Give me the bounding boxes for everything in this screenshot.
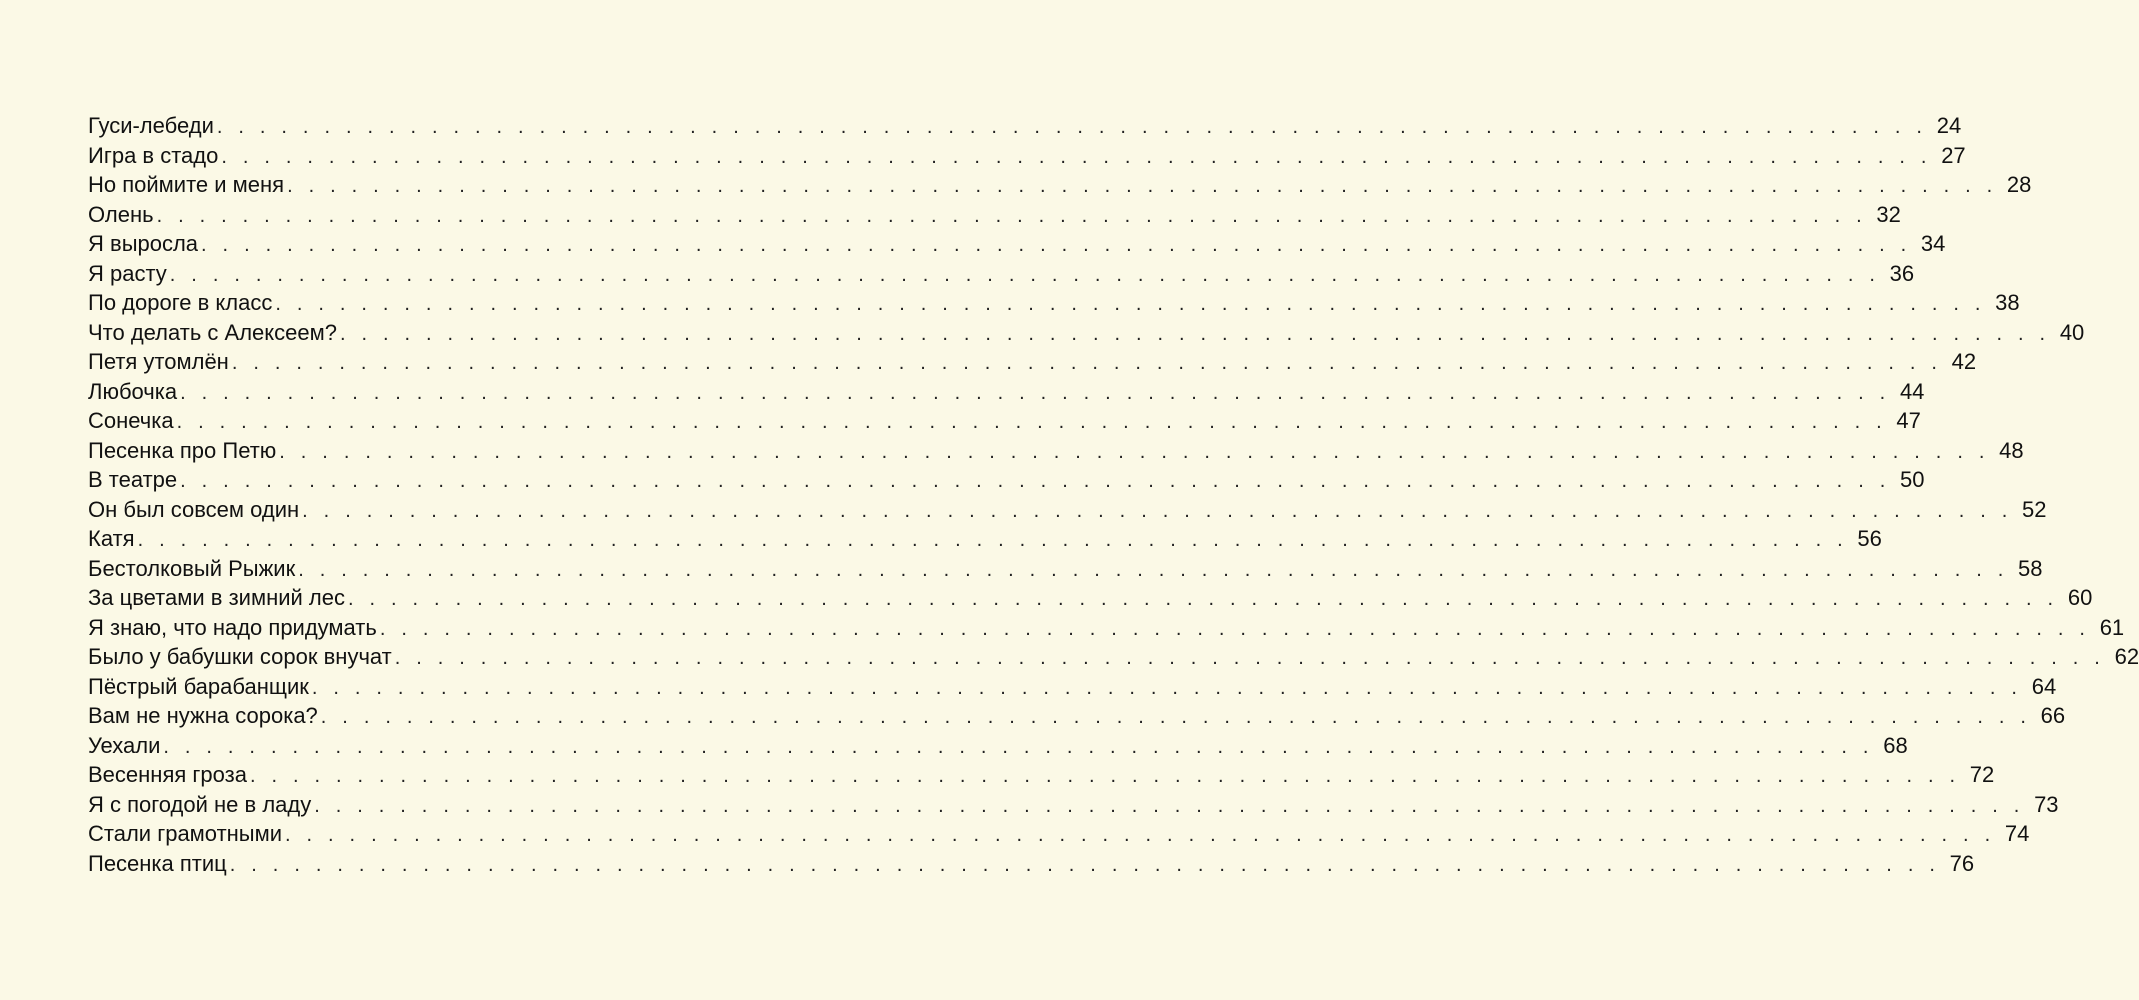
toc-entry [88,642,2139,672]
toc-entry-title: Он был совсем один [88,496,300,522]
toc-entry-title: Я расту [88,260,167,286]
toc-entry-page-number: 27 [1941,142,1966,168]
dot-leader: . . . . . . . . . . . . . . . . . . . . . . . . . . . . . . . . . . . . . . . . . . . . . . . . . . . . . . . . . . . . . . . . . . . . . . . . . . . . . . . . [311,676,2023,699]
toc-entry-page-number: 38 [1995,290,2020,315]
toc-entry-title: Я знаю, что надо придумать [88,614,377,640]
toc-entry-title: Пёстрый барабанщик [88,673,309,699]
dot-leader: . . . . . . . . . . . . . . . . . . . . . . . . . . . . . . . . . . . . . . . . . . . . . . . . . . . . . . . . . . . . . . . . . . . . . . . . . . . . . . . . [298,558,2009,581]
toc-entry [88,760,1995,790]
toc-entry-page-number: 61 [2099,614,2125,640]
dot-leader: . . . . . . . . . . . . . . . . . . . . . . . . . . . . . . . . . . . . . . . . . . . . . . . . . . . . . . . . . . . . . . . . . . . . . . . . . . . . . . . . [379,617,2091,640]
toc-entry [88,790,2059,820]
toc-entry-title: Что делать с Алексеем? [88,319,337,345]
toc-entry [88,583,2093,613]
toc-entry-title: Гуси-лебеди [88,113,214,138]
toc-entry-title: Но поймите и меня [88,172,285,197]
dot-leader: . . . . . . . . . . . . . . . . . . . . . . . . . . . . . . . . . . . . . . . . . . . . . . . . . . . . . . . . . . . . . . . . . . . . . . . . . . . . . . . . [394,647,2106,669]
toc-entry-page-number: 34 [1920,231,1946,256]
toc-entry-title: Игра в стадо [88,142,219,168]
dot-leader: . . . . . . . . . . . . . . . . . . . . . . . . . . . . . . . . . . . . . . . . . . . . . . . . . . . . . . . . . . . . . . . . . . . . . . . . . . . . . . . . [137,529,1848,551]
dot-leader: . . . . . . . . . . . . . . . . . . . . . . . . . . . . . . . . . . . . . . . . . . . . . . . . . . . . . . . . . . . . . . . . . . . . . . . . . . . . . . . . [231,352,1943,374]
toc-entry-page-number: 76 [1949,850,1975,876]
toc-entry-page-number: 56 [1857,526,1882,551]
toc-entry-page-number: 40 [2059,319,2085,345]
toc-entry [88,377,1925,407]
toc-entry-title: Петя утомлён [88,349,229,374]
toc-entry-page-number: 32 [1876,201,1901,227]
toc-entry-title: Стали грамотными [88,821,283,846]
toc-entry [88,259,1915,289]
toc-entry-title: Катя [88,526,135,551]
dot-leader: . . . . . . . . . . . . . . . . . . . . . . . . . . . . . . . . . . . . . . . . . . . . . . . . . . . . . . . . . . . . . . . . . . . . . . . . . . . . . . . . [221,145,1932,168]
toc-entry-page-number: 24 [1936,113,1962,138]
dot-leader: . . . . . . . . . . . . . . . . . . . . . . . . . . . . . . . . . . . . . . . . . . . . . . . . . . . . . . . . . . . . . . . . . . . . . . . . . . . . . . . . [302,499,2013,522]
dot-leader: . . . . . . . . . . . . . . . . . . . . . . . . . . . . . . . . . . . . . . . . . . . . . . . . . . . . . . . . . . . . . . . . . . . . . . . . . . . . . . . . [320,706,2032,728]
dot-leader: . . . . . . . . . . . . . . . . . . . . . . . . . . . . . . . . . . . . . . . . . . . . . . . . . . . . . . . . . . . . . . . . . . . . . . . . . . . . . . . . [180,381,1891,404]
dot-leader: . . . . . . . . . . . . . . . . . . . . . . . . . . . . . . . . . . . . . . . . . . . . . . . . . . . . . . . . . . . . . . . . . . . . . . . . . . . . . . . . [287,175,1998,197]
toc-entry-page-number: 73 [2034,791,2059,817]
dot-leader: . . . . . . . . . . . . . . . . . . . . . . . . . . . . . . . . . . . . . . . . . . . . . . . . . . . . . . . . . . . . . . . . . . . . . . . . . . . . . . . . [339,322,2051,345]
toc-entry-title: Было у бабушки сорок внучат [88,644,392,669]
dot-leader: . . . . . . . . . . . . . . . . . . . . . . . . . . . . . . . . . . . . . . . . . . . . . . . . . . . . . . . . . . . . . . . . . . . . . . . . . . . . . . . . [229,853,1941,876]
toc-entry [88,495,2047,525]
toc-entry-page-number: 68 [1883,732,1908,758]
toc-entry [88,288,2020,318]
toc-entry-page-number: 28 [2006,172,2032,197]
toc-entry [88,465,1925,495]
toc-entry [88,849,1975,879]
toc-entry-page-number: 62 [2114,644,2139,669]
dot-leader: . . . . . . . . . . . . . . . . . . . . . . . . . . . . . . . . . . . . . . . . . . . . . . . . . . . . . . . . . . . . . . . . . . . . . . . . . . . . . . . . [348,588,2059,610]
toc-entry-title: В театре [88,467,178,492]
toc-entry-page-number: 64 [2031,673,2057,699]
toc-entry [88,554,2043,584]
toc-entry-title: Я выросла [88,231,199,256]
toc-entry-page-number: 50 [1899,467,1925,492]
toc-entry-page-number: 42 [1951,349,1977,374]
dot-leader: . . . . . . . . . . . . . . . . . . . . . . . . . . . . . . . . . . . . . . . . . . . . . . . . . . . . . . . . . . . . . . . . . . . . . . . . . . . . . . . . [216,116,1928,138]
toc-entry-title: Песенка про Петю [88,437,277,463]
toc-entry-page-number: 74 [2004,821,2030,846]
toc-entry [88,347,1977,377]
dot-leader: . . . . . . . . . . . . . . . . . . . . . . . . . . . . . . . . . . . . . . . . . . . . . . . . . . . . . . . . . . . . . . . . . . . . . . . . . . . . . . . . [201,234,1912,256]
toc-entry-page-number: 58 [2018,555,2043,581]
toc-entry-title: Сонечка [88,408,174,433]
table-of-contents [88,111,2139,878]
toc-entry-page-number: 52 [2022,496,2047,522]
toc-entry-page-number: 72 [1969,762,1995,787]
toc-entry [88,524,1882,554]
toc-entry [88,701,2066,731]
toc-entry [88,200,1901,230]
toc-entry-page-number: 48 [1999,437,2024,463]
dot-leader: . . . . . . . . . . . . . . . . . . . . . . . . . . . . . . . . . . . . . . . . . . . . . . . . . . . . . . . . . . . . . . . . . . . . . . . . . . . . . . . . [156,204,1867,227]
toc-entry [88,229,1946,259]
toc-entry-title: Песенка птиц [88,850,227,876]
toc-entry [88,613,2125,643]
toc-entry-title: Любочка [88,378,178,404]
toc-entry-title: Весенняя гроза [88,762,247,787]
toc-entry-title: Вам не нужна сорока? [88,703,318,728]
dot-leader: . . . . . . . . . . . . . . . . . . . . . . . . . . . . . . . . . . . . . . . . . . . . . . . . . . . . . . . . . . . . . . . . . . . . . . . . . . . . . . . . [163,735,1874,758]
dot-leader: . . . . . . . . . . . . . . . . . . . . . . . . . . . . . . . . . . . . . . . . . . . . . . . . . . . . . . . . . . . . . . . . . . . . . . . . . . . . . . . . [275,293,1986,315]
toc-entry-title: Уехали [88,732,161,758]
dot-leader: . . . . . . . . . . . . . . . . . . . . . . . . . . . . . . . . . . . . . . . . . . . . . . . . . . . . . . . . . . . . . . . . . . . . . . . . . . . . . . . . [180,470,1891,492]
dot-leader: . . . . . . . . . . . . . . . . . . . . . . . . . . . . . . . . . . . . . . . . . . . . . . . . . . . . . . . . . . . . . . . . . . . . . . . . . . . . . . . . [169,263,1881,286]
toc-entry-title: По дороге в класс [88,290,273,315]
toc-entry-title: За цветами в зимний лес [88,585,345,610]
toc-entry-title: Олень [88,201,154,227]
toc-entry [88,170,2032,200]
toc-entry-title: Я с погодой не в ладу [88,791,312,817]
toc-entry-page-number: 60 [2067,585,2093,610]
toc-entry [88,318,2085,348]
toc-entry [88,406,1921,436]
toc-entry-page-number: 66 [2040,703,2066,728]
dot-leader: . . . . . . . . . . . . . . . . . . . . . . . . . . . . . . . . . . . . . . . . . . . . . . . . . . . . . . . . . . . . . . . . . . . . . . . . . . . . . . . . [314,794,2025,817]
toc-entry-title: Бестолковый Рыжик [88,555,296,581]
toc-entry [88,141,1966,171]
dot-leader: . . . . . . . . . . . . . . . . . . . . . . . . . . . . . . . . . . . . . . . . . . . . . . . . . . . . . . . . . . . . . . . . . . . . . . . . . . . . . . . . [176,411,1887,433]
dot-leader: . . . . . . . . . . . . . . . . . . . . . . . . . . . . . . . . . . . . . . . . . . . . . . . . . . . . . . . . . . . . . . . . . . . . . . . . . . . . . . . . [285,824,1996,846]
toc-entry [88,819,2030,849]
toc-entry-page-number: 47 [1896,408,1921,433]
toc-entry [88,436,2024,466]
dot-leader: . . . . . . . . . . . . . . . . . . . . . . . . . . . . . . . . . . . . . . . . . . . . . . . . . . . . . . . . . . . . . . . . . . . . . . . . . . . . . . . . [279,440,1990,463]
dot-leader: . . . . . . . . . . . . . . . . . . . . . . . . . . . . . . . . . . . . . . . . . . . . . . . . . . . . . . . . . . . . . . . . . . . . . . . . . . . . . . . . [249,765,1961,787]
toc-entry [88,111,1962,141]
toc-entry [88,731,1908,761]
toc-entry-page-number: 36 [1889,260,1915,286]
toc-entry [88,672,2057,702]
toc-entry-page-number: 44 [1899,378,1925,404]
